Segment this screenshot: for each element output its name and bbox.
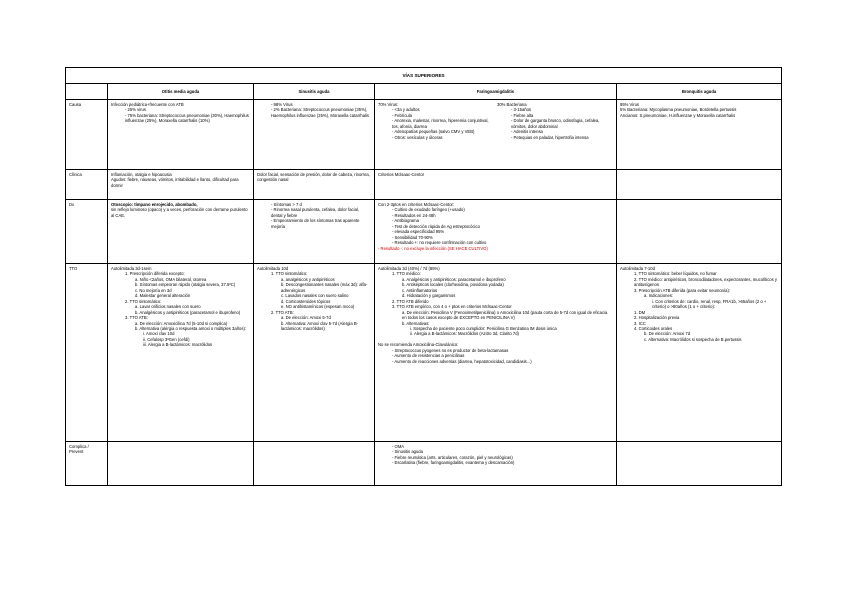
cell-line: No se recomienda Amoxicilina-Clavulánico:: [378, 342, 459, 348]
cell-line: - Petequias en paladar, hipertrofia intensa: [511, 134, 589, 140]
dx-otitis-text: [111, 207, 250, 218]
cell-line: b. Antisépticos locales (clorhexidina, povidona yodada): [402, 282, 504, 288]
cell-line: 1. TTO sintomático: beber líquidos, no fumar: [634, 271, 717, 277]
cell-line: b. Alternativas:: [402, 320, 430, 326]
cell-line: 5% Bacteriana: Mycoplasma pneumoniae, Bordetella pertussis: [620, 107, 737, 113]
cell-line: - Otros: vesículas y úlceras: [392, 134, 443, 140]
cell-line: 2. TTO ATB:: [271, 309, 294, 315]
cell-line: b. Alternativa (alérgia o respuesta amoxi o múltiples 3años):: [135, 325, 247, 331]
cell-tto-otitis: [108, 264, 254, 442]
cell-line: Ancianos: S.pneumoniae, H.influenzae y Moraxella catarrhalis: [620, 112, 736, 118]
cell-clinica-faringo: [375, 170, 617, 200]
row-label-tto: TTO: [66, 264, 108, 442]
cell-line: 3. Prescripción ATB diferida (para evitar neumonía):: [634, 287, 731, 293]
cell-line: c. Lavados nasales con suero salino: [281, 293, 349, 299]
cell-line: a. Analgésicos y antipiréticos: paracetamol e ibuprofeno: [402, 276, 506, 282]
cell-line: - 98% Virus: [271, 102, 293, 107]
row-dx: [66, 200, 782, 264]
header-bronquitis: Bronquitis aguda: [617, 84, 782, 100]
cell-line: [620, 202, 778, 207]
cell-line: a. Indicaciones:: [644, 293, 674, 299]
cell-line: b. Alternativa: Amoxi clav 5-7d (Alergia B-lactámicos: macrólidos): [281, 320, 359, 331]
causa-faringo-viral: [378, 102, 494, 140]
cell-line: - Escarlatina (fiebre, faringoamigdalitis, exantema y descamación): [392, 460, 515, 466]
cell-dx-bronquitis: [617, 200, 782, 264]
cell-line: Inflamación, otalgia e hipoacusia: [111, 172, 172, 177]
cell-line: d. Hidratación y gargarismos: [402, 293, 456, 299]
cell-line: - Streptococcus pyogenes no es productor de beta-lactamasas: [392, 347, 509, 353]
cell-line: - Resultados en 24-48h: [392, 212, 436, 218]
cell-line: i. Con criterios de: cardio, renal, resp, FRA1b, >65años (2 o + criterio) o >80años (1 o + criterio):: [652, 298, 767, 310]
cell-line: sin reflejo luminoso (opaco) y a veces, perforación con derrame purulento al CAE.: [111, 207, 248, 218]
cell-causa-sinusitis: [254, 100, 375, 170]
cell-line: b. Analgésicos y antipiréticos (paracetamol e ibuprofeno): [135, 309, 241, 315]
cell-line: 3. ICC: [634, 320, 646, 326]
cell-line: 1. TTO médico:: [392, 271, 421, 277]
dx-faringo-red: - Resultado -: no excluye la infección (SE HACE CULTIVO): [378, 245, 488, 251]
cell-line: Infección pediátrica+frecuente con ATB: [111, 102, 184, 107]
cell-line: iii. Alergia a B-lactámicos: macrólidos: [143, 342, 213, 348]
row-label-dx: Dx: [66, 200, 108, 264]
cell-line: - elevada especificidad 95%: [392, 229, 445, 235]
cell-line: d. Corticosteroides tópicos: [281, 298, 331, 304]
cell-clinica-sinusitis: [254, 170, 375, 200]
cell-line: 1. Prescripción diferida excepto:: [125, 271, 185, 277]
cell-line: 70% Virus:: [378, 102, 399, 107]
cell-tto-bronquitis: [617, 264, 782, 442]
cell-line: 1. TTO sintomático:: [271, 271, 308, 277]
row-label-clinica: Clínica: [66, 170, 108, 200]
cell-line: 1. DM: [634, 309, 646, 315]
cell-line: - Resultado +: no requiere confirmación con cultivo: [392, 240, 487, 246]
cell-line: a. De elección: Penicilina V (Fenoximetilpenicilina) o Amoxicilina 10d (pauta corta de 5-7d con igual de eficacia en todos los casos excepto de EXCEPTO en PENICILINA V): [402, 309, 608, 321]
cell-line: Autolimitada 3d-1sem: [111, 266, 152, 271]
cell-line: [620, 444, 778, 449]
cell-comp-bronquitis: [617, 442, 782, 486]
cell-causa-faringo: [375, 100, 617, 170]
cell-line: - 2% Bacteriana: Streptococcus pneumoniae (35%), Haemophilus influenzae (25%), Moraxella catarrhalis: [271, 107, 369, 118]
cell-line: Autolimitada 3d (40%) / 7d (85%): [378, 266, 440, 271]
cell-line: - Fiebre alta: [511, 112, 534, 118]
cell-line: a. analgésicos y antipiréticos: [281, 276, 335, 282]
cell-line: - 3-15años: [511, 107, 532, 113]
cell-line: - 25% virus: [125, 107, 146, 113]
cell-line: a. Niño <2años, OMA bilateral, otorrea: [135, 276, 207, 282]
cell-line: 2. TTO médico: antipiréticos, broncodilatadores, expectorantes, mucolíticos y antitusígenos: [634, 276, 777, 288]
dx-otitis-bold: Otoscopio: tímpano enrojecido, abombado,: [111, 202, 198, 207]
row-causa: [66, 100, 782, 170]
header-faringo: Faringoamigdalitis: [375, 84, 617, 100]
cell-line: Agudos: fiebre, náuseas, vómitos, irritabilidad e llanto, dificultad para dormir: [111, 177, 239, 188]
cell-tto-faringo: [375, 264, 617, 442]
cell-line: - Antibiograma: [392, 218, 419, 224]
cell-tto-sinusitis: [254, 264, 375, 442]
causa-faringo-bacteriana: [497, 102, 613, 140]
cell-line: [257, 444, 371, 449]
cell-line: - Sensibilidad 70-90%: [392, 234, 433, 240]
cell-line: [620, 172, 778, 177]
cell-line: - Sinusitis aguda: [392, 449, 423, 455]
cell-line: - Anorexia, malestar, rinorrea, hiperemia conjuntival, tos, afonía, diarrea: [392, 118, 489, 129]
vias-superiores-table: [65, 67, 782, 486]
header-empty: [66, 84, 108, 100]
cell-line: a. Lavar orificios nasales con suero: [135, 304, 201, 310]
cell-comp-otitis: [108, 442, 254, 486]
cell-line: - Rinorrea nasal purulenta, cefalea, dolor facial, dental y fiebre: [271, 207, 359, 218]
row-tto: [66, 264, 782, 442]
cell-line: - Fiebre reumática (arts. articulares, corazón, piel y neurológicas): [392, 454, 513, 460]
cell-line: a. De elección: Amoxicilina 7d (5-10d si complica): [135, 320, 228, 326]
cell-dx-otitis: [108, 200, 254, 264]
cell-line: c. Antiinflamatorios: [402, 287, 438, 293]
cell-dx-sinusitis: [254, 200, 375, 264]
cell-causa-bronquitis: [617, 100, 782, 170]
cell-line: d. Malestar general alteración: [135, 293, 191, 299]
dx-faringo-list: [378, 202, 613, 246]
cell-comp-sinusitis: [254, 442, 375, 486]
cell-line: Criterios Mclsaac-Centor: [378, 172, 425, 177]
header-sinusitis: Sinusitis aguda: [254, 84, 375, 100]
cell-line: 2. TTO ATB diferido: [392, 298, 429, 304]
cell-line: 2. Hospitalización previa: [634, 315, 680, 321]
cell-line: Dolor facial, sensación de presión, dolor de cabeza, rinorrea, congestión nasal: [257, 172, 370, 183]
cell-dx-faringo: [375, 200, 617, 264]
cell-line: - Síntomas > 7 d: [271, 202, 302, 207]
cell-line: - <3a y adultos: [392, 107, 420, 113]
cell-line: - Test de detección rápida de Ag estreptocócico: [392, 223, 480, 229]
cell-causa-otitis: [108, 100, 254, 170]
row-complicaciones: [66, 442, 782, 486]
cell-line: [111, 444, 250, 449]
cell-line: - Febrícula: [392, 112, 413, 118]
cell-line: i. Amoxi clav 10d: [143, 331, 175, 337]
cell-line: ii. Alergia a B-lactámicos: Macrólidos (Azitro 3d, Clarito 7d): [410, 331, 519, 337]
cell-line: - 75% bacteriana: Streptococcus pneumoniae (30%), Haemophilus influenzae (25%), Moraxella catarrhalis (10%): [125, 112, 249, 124]
table-title: VÍAS SUPERIORES: [66, 68, 782, 84]
header-otitis: Otitis media aguda: [108, 84, 254, 100]
cell-line: a. De elección: Amoxi 5-7d: [281, 315, 331, 321]
cell-clinica-otitis: [108, 170, 254, 200]
cell-line: - Empeoramiento de los síntomas tras aparente mejoría: [271, 218, 360, 229]
cell-line: b. Descongestionantes nasales (máx 3d): alfa-adrenérgicos: [281, 282, 368, 293]
cell-line: b. De elección: Amoxi 7d: [644, 331, 691, 337]
cell-line: c. Alternativa: Macrólidos si sospecha de B.pertussis: [644, 336, 742, 342]
cell-line: 3. TTO ATB empírico, con 4 o + ptos en criterios Mclsaac-Centor: [392, 304, 512, 310]
cell-line: e. NO antihistamínicos (espesan moco): [281, 304, 355, 310]
cell-line: Autolimitada 10d: [257, 266, 289, 271]
cell-line: 95% Virus: [620, 102, 640, 107]
cell-line: - Adenitis intensa: [511, 129, 543, 135]
row-label-complicaciones: Complica / Prevent: [66, 442, 108, 486]
cell-line: c. No mejoría en 3d: [135, 287, 172, 293]
cell-line: - Adenopatías pequeñas (salvo CMV y VEB): [392, 129, 475, 135]
cell-line: i. Sospecha de paciente poco cumplidor: Penicilina G Benzatina IM dosis única: [410, 325, 557, 331]
row-label-causa: Causa: [66, 100, 108, 170]
cell-line: 30% Bacteriana: [497, 102, 527, 107]
cell-line: 3. TTO ATB:: [125, 315, 148, 321]
cell-line: - Aumento de reacciones adversas (diarrea, hepatotoxicidad, candidiasis...): [392, 358, 532, 364]
cell-line: 4. Corticoides orales: [634, 325, 673, 331]
cell-clinica-bronquitis: [617, 170, 782, 200]
cell-line: Con 2-3ptos en criterios Mclsaac-Centor:: [378, 202, 455, 207]
cell-line: b. Síntomas empeoran rápido (otalgia severa, 37.5ºC): [135, 282, 236, 288]
cell-line: - Cultivo de exudado faríngeo (+usado): [392, 207, 465, 213]
cell-line: - OMA: [392, 444, 405, 449]
cell-line: - Aumento de resistencias a penicilinas: [392, 353, 465, 359]
cell-line: Autolimitada 7-10d: [620, 266, 655, 271]
cell-line: 2. TTO sintomático:: [125, 298, 162, 304]
row-clinica: [66, 170, 782, 200]
cell-line: ii. Cefalosp 3ªGen (cefdi): [143, 336, 190, 342]
cell-line: - Dolor de garganta brusco, odinofagia, cefalea, vómitos, dolor abdominal: [511, 118, 600, 129]
cell-comp-faringo: [375, 442, 617, 486]
